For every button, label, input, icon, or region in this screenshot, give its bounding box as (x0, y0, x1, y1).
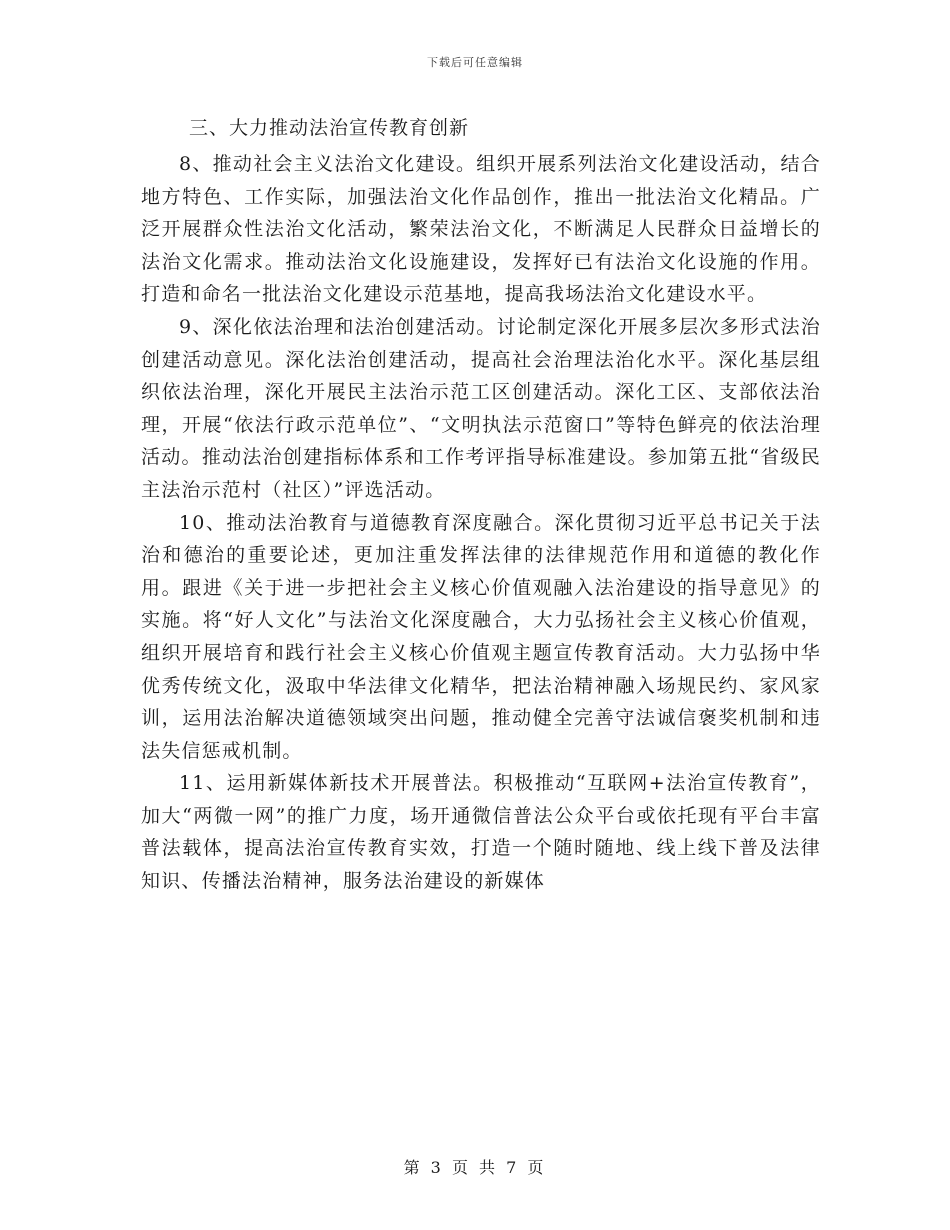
paragraph-8: 8、推动社会主义法治文化建设。组织开展系列法治文化建设活动，结合地方特色、工作实际，加强法治文化作品创作，推出一批法治文化精品。广泛开展群众性法治文化活动，繁荣法治文化，不断满足人民群众日益增长的法治文化需求。推动法治文化设施建设，发挥好已有法治文化设施的作用。打造和命名一批法治文化建设示范基地，提高我场法治文化建设水平。 (141, 153, 821, 306)
paragraph-11: 11、运用新媒体新技术开展普法。积极推动“互联网+法治宣传教育”，加大“两微一网”的推广力度，场开通微信普法公众平台或依托现有平台丰富普法载体，提高法治宣传教育实效，打造一个随时随地、线上线下普及法律知识、传播法治精神，服务法治建设的新媒体 (141, 772, 821, 893)
page-header: 下载后可任意编辑 (427, 56, 523, 69)
page-footer: 第 3 页 共 7 页 (403, 1158, 547, 1177)
paragraph-9: 9、深化依法治理和法治创建活动。讨论制定深化开展多层次多形式法治创建活动意见。深化法治创建活动，提高社会治理法治化水平。深化基层组织依法治理，深化开展民主法治示范工区创建活动。深化工区、支部依法治理，开展“依法行政示范单位”、“文明执法示范窗口”等特色鲜亮的依法治理活动。推动法治创建指标体系和工作考评指导标准建设。参加第五批“省级民主法治示范村（社区）”评选活动。 (141, 315, 821, 501)
document-body (141, 112, 821, 898)
paragraph-10: 10、推动法治教育与道德教育深度融合。深化贯彻习近平总书记关于法治和德治的重要论述，更加注重发挥法律的法律规范作用和道德的教化作用。跟进《关于进一步把社会主义核心价值观融入法治建设的指导意见》的实施。将“好人文化”与法治文化深度融合，大力弘扬社会主义核心价值观，组织开展培育和践行社会主义核心价值观主题宣传教育活动。大力弘扬中华优秀传统文化，汲取中华法律文化精华，把法治精神融入场规民约、家风家训，运用法治解决道德领域突出问题，推动健全完善守法诚信褒奖机制和违法失信惩戒机制。 (141, 511, 821, 762)
section-heading: 三、大力推动法治宣传教育创新 (189, 117, 470, 139)
